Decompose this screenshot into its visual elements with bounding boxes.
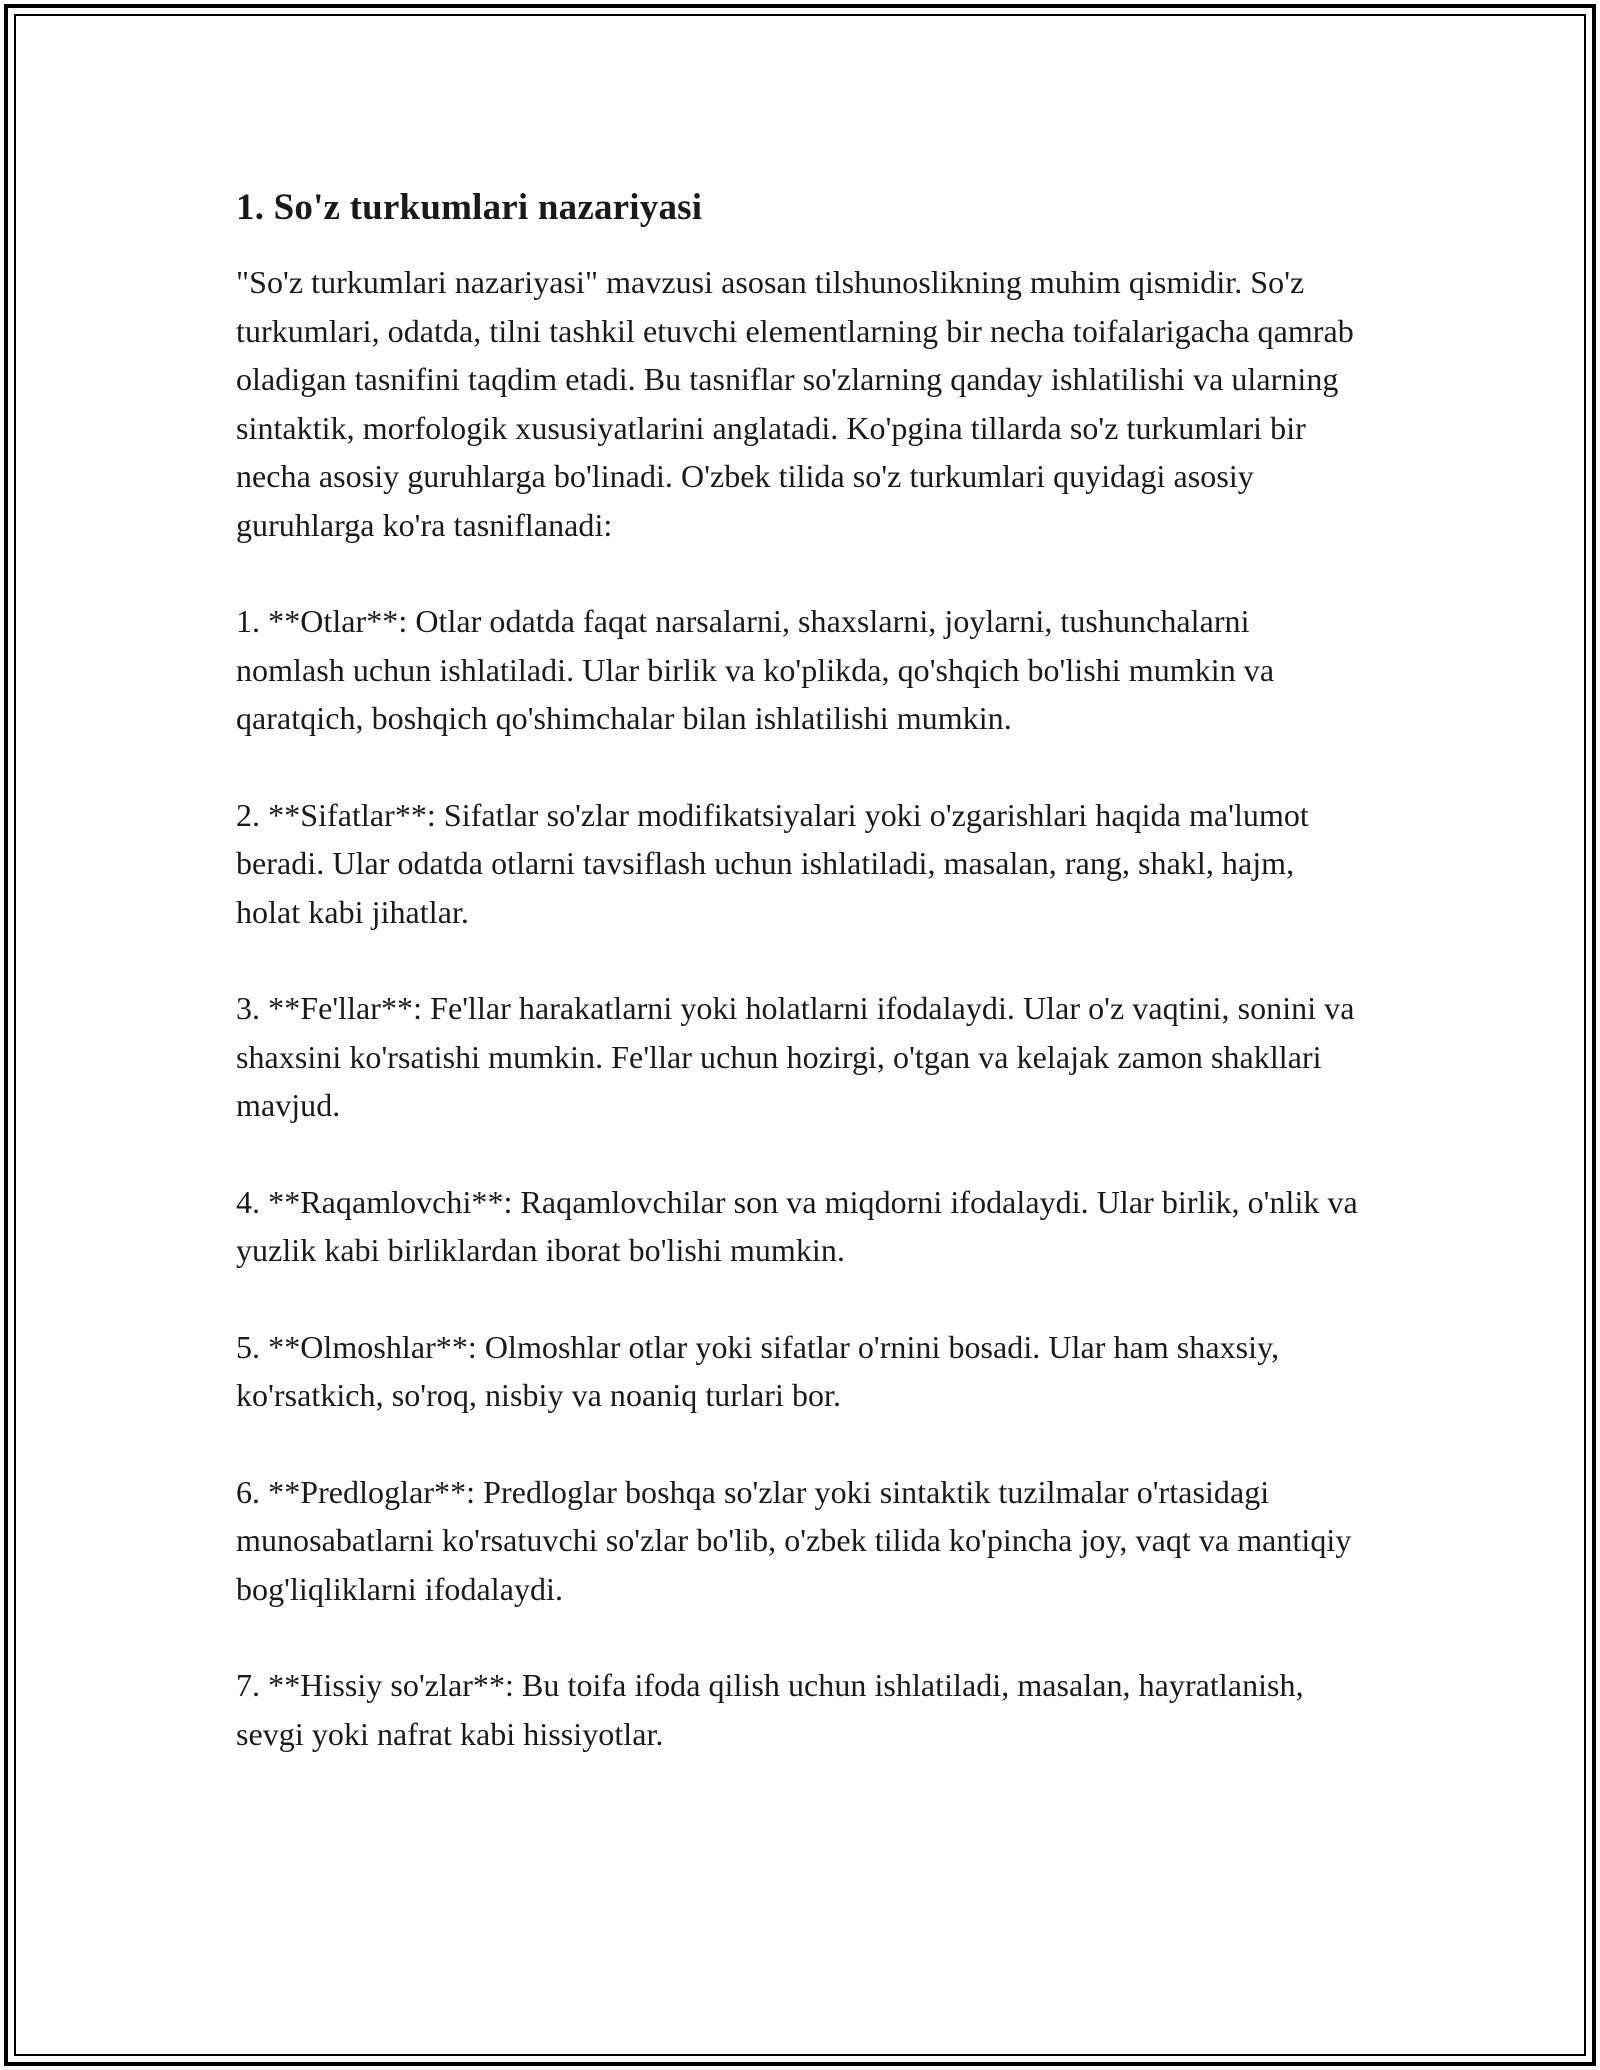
list-item-hissiy-sozlar: 7. **Hissiy so'zlar**: Bu toifa ifoda qilish uchun ishlatiladi, masalan, hayratlanish, sevgi yoki nafrat kabi hissiyotlar.: [236, 1667, 1304, 1752]
document-body: [236, 186, 1366, 1758]
intro-paragraph: "So'z turkumlari nazariyasi" mavzusi asosan tilshunoslikning muhim qismidir. So'z turkumlari, odatda, tilni tashkil etuvchi elementlarning bir necha toifalarigacha qamrab oladigan tasnifini taqdim etadi. Bu tasniflar so'zlarning qanday ishlatilishi va ularning sintaktik, morfologik xususiyatlarini anglatadi. Ko'pgina tillarda so'z turkumlari bir necha asosiy guruhlarga bo'linadi. O'zbek tilida so'z turkumlari quyidagi asosiy guruhlarga ko'ra tasniflanadi:: [236, 264, 1354, 543]
list-item-predloglar: 6. **Predloglar**: Predloglar boshqa so'zlar yoki sintaktik tuzilmalar o'rtasidagi munosabatlarni ko'rsatuvchi so'zlar bo'lib, o'zbek tilida ko'pincha joy, vaqt va mantiqiy bog'liqliklarni ifodalaydi.: [236, 1473, 1352, 1607]
list-item-otlar: 1. **Otlar**: Otlar odatda faqat narsalarni, shaxslarni, joylarni, tushunchalarni nomlash uchun ishlatiladi. Ular birlik va ko'plikda, qo'shqich bo'lishi mumkin va qaratqich, boshqich qo'shimchalar bilan ishlatilishi mumkin.: [236, 603, 1275, 737]
list-item-sifatlar: 2. **Sifatlar**: Sifatlar so'zlar modifikatsiyalari yoki o'zgarishlari haqida ma'lumot beradi. Ular odatda otlarni tavsiflash uchun ishlatiladi, masalan, rang, shakl, hajm, holat kabi jihatlar.: [236, 796, 1309, 930]
document-title: 1. So'z turkumlari nazariyasi: [236, 187, 703, 228]
list-item-raqamlovchi: 4. **Raqamlovchi**: Raqamlovchilar son va miqdorni ifodalaydi. Ular birlik, o'nlik va yuzlik kabi birliklardan iborat bo'lishi mumkin.: [236, 1183, 1358, 1269]
list-item-fellar: 3. **Fe'llar**: Fe'llar harakatlarni yoki holatlarni ifodalaydi. Ular o'z vaqtini, sonini va shaxsini ko'rsatishi mumkin. Fe'llar uchun hozirgi, o'tgan va kelajak zamon shakllari mavjud.: [236, 990, 1355, 1124]
list-item-olmoshlar: 5. **Olmoshlar**: Olmoshlar otlar yoki sifatlar o'rnini bosadi. Ular ham shaxsiy, ko'rsatkich, so'roq, nisbiy va noaniq turlari bor.: [236, 1328, 1280, 1414]
